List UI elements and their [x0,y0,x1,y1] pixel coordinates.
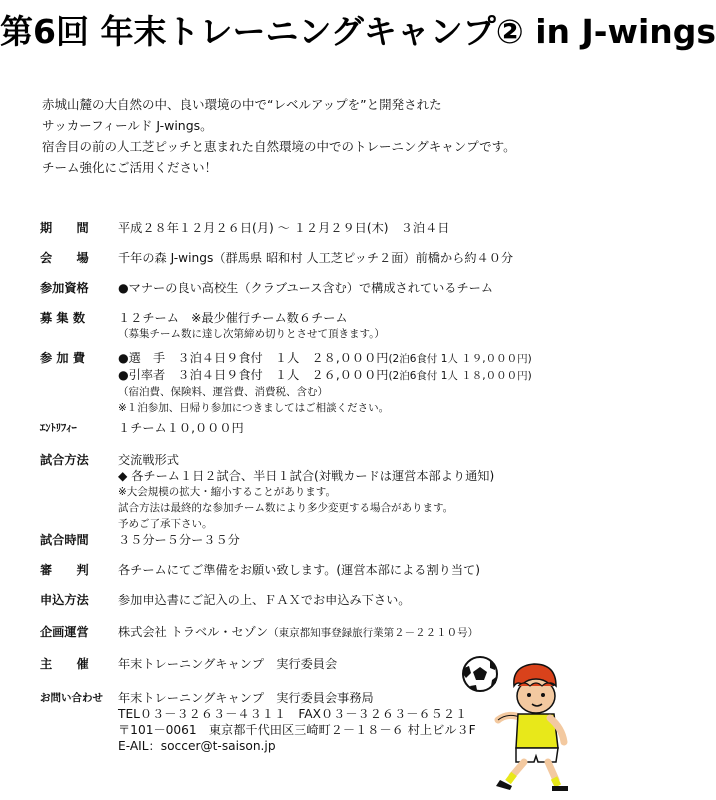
format-line1: 交流戦形式 [118,453,179,467]
time-label: 試合時間 [40,533,89,547]
planning-reg: （東京都知事登録旅行業第２－２２１０号） [268,627,479,639]
entry-label: ｴﾝﾄﾘﾌｨｰ [40,422,77,434]
intro-line: サッカーフィールド J-wings。 [42,118,213,133]
apply-value: 参加申込書にご記入の上、ＦＡＸでお申込み下さい。 [118,593,411,607]
entry-value: １チーム１０,０００円 [118,421,244,435]
period-label: 期 間 [40,221,89,235]
page-title: 第6回 年末トレーニングキャンプ② in J-wings [0,12,716,51]
format-note2: 試合方法は最終的な参加チーム数により多少変更する場合があります。 [118,502,454,514]
venue-label: 会 場 [40,251,89,265]
recruit-value: １２チーム ※最少催行チーム数６チーム [118,311,348,325]
recruit-note: （募集チーム数に達し次第締め切りとさせて頂きます。） [118,328,385,340]
contact-email: E-AIL：soccer@t-saison.jp [118,739,276,753]
period-value: 平成２８年１２月２６日(月) ～ １２月２９日(木) ３泊４日 [118,221,450,235]
intro-line: チーム強化にご活用ください！ [42,160,218,175]
intro-line: 宿舎目の前の人工芝ピッチと恵まれた自然環境の中でのトレーニングキャンプです。 [42,139,516,154]
referee-label: 審 判 [40,563,89,577]
planning-company: 株式会社 トラベル・セゾン [118,625,269,639]
format-note1: ※大会規模の拡大・縮小することがあります。 [118,486,336,498]
venue-value: 千年の森 J-wings（群馬県 昭和村 人工芝ピッチ２面）前橋から約４０分 [118,251,514,265]
format-label: 試合方法 [40,453,89,467]
planning-label: 企画運営 [40,625,89,639]
apply-label: 申込方法 [40,593,89,607]
format-line2: ◆ 各チーム１日２試合、半日１試合(対戦カードは運営本部より通知) [118,469,495,483]
eligibility-value: ●マナーの良い高校生（クラブユース含む）で構成されているチーム [118,281,494,295]
format-note3: 予めご了承下さい。 [118,518,213,530]
contact-label: お問い合わせ [40,692,103,704]
fee-label: 参 加 費 [40,351,86,365]
host-label: 主 催 [40,657,89,671]
contact-address: 〒101－0061 東京都千代田区三崎町２－１８－６ 村上ビル３F [118,723,476,737]
fee-leader: ●引率者 ３泊４日９食付 １人 ２６,０００円 [118,368,389,382]
intro-paragraph [42,94,562,178]
contact-org: 年末トレーニングキャンプ 実行委員会事務局 [118,691,374,705]
soccer-boy-illustration [452,652,572,792]
fee-note: ※１泊参加、日帰り参加につきましてはご相談ください。 [118,402,390,414]
fee-includes: （宿泊費、保険料、運営費、消費税、含む） [118,386,328,398]
referee-value: 各チームにてご準備をお願い致します。(運営本部による割り当て) [118,563,480,577]
time-value: ３５分ー５分ー３５分 [118,533,240,547]
fee-leader-note: (2泊6食付 1人 １８,０００円) [388,370,532,382]
fee-player: ●選 手 ３泊４日９食付 １人 ２８,０００円 [118,351,389,365]
host-value: 年末トレーニングキャンプ 実行委員会 [118,657,338,671]
eligibility-label: 参加資格 [40,281,89,295]
intro-line: 赤城山麓の大自然の中、良い環境の中で“レベルアップを”と開発された [42,97,442,112]
recruit-label: 募 集 数 [40,311,86,325]
soccer-ball-icon [463,657,497,691]
fee-player-note: (2泊6食付 1人 １９,０００円) [388,353,532,365]
contact-phone: TEL０３－３２６３－４３１１ FAX０３－３２６３－６５２１ [118,707,468,721]
